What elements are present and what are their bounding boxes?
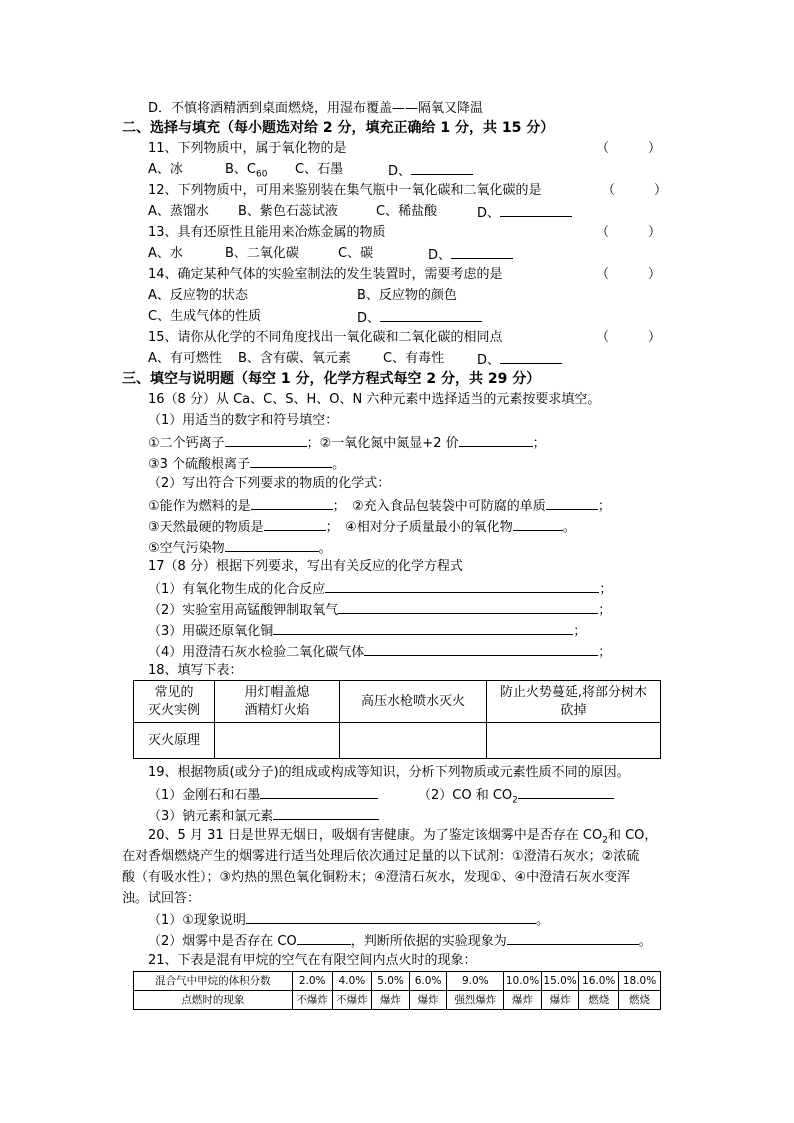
q19-blank-3[interactable] <box>273 806 379 820</box>
q16-blank-7[interactable] <box>513 517 563 531</box>
q17-blank-1[interactable] <box>325 579 599 593</box>
q11-blank[interactable] <box>411 161 473 175</box>
q11-option-b: B、$C_{60}$ <box>225 162 268 180</box>
q17-item-2: （2）实验室用高锰酸钾制取氧气 ； <box>148 600 611 620</box>
q20-line-2: 在对香烟燃烧产生的烟雾进行适当处理后依次通过足量的以下试剂：①澄清石灰水；②浓硫 <box>122 849 640 864</box>
q16-part1: （1）用适当的数字和符号填空： <box>148 413 339 428</box>
q19-part-a: （1）金刚石和石墨 <box>148 785 378 805</box>
q21-phenomenon: 爆炸 <box>372 991 410 1010</box>
q14-option-a: A、反应物的状态 <box>148 288 248 303</box>
q12-option-c: C、稀盐酸 <box>376 204 438 219</box>
q21-phenomenon: 燃烧 <box>619 991 661 1010</box>
q18-row-principle-label: 灭火原理 <box>134 723 215 759</box>
q11-answer-bracket: （ ） <box>596 141 662 156</box>
q18-cell-water-gun: 高压水枪喷水灭火 <box>340 681 487 723</box>
q15-option-d: D、 <box>477 350 562 370</box>
q21-phenomenon: 燃烧 <box>579 991 619 1010</box>
q21-row1-label: 混合气中甲烷的体积分数 <box>134 972 293 991</box>
q16-blank-8[interactable] <box>225 538 319 552</box>
q20-part-2: （2）烟雾中是否存在 CO ，判断所依据的实验现象为 。 <box>148 931 652 951</box>
q18-header-example: 常见的 灭火实例 <box>134 681 215 723</box>
q17-blank-2[interactable] <box>338 600 598 614</box>
q18-answer-2[interactable] <box>340 723 487 759</box>
q19-blank-1[interactable] <box>260 785 378 799</box>
q21-phenomenon: 强烈爆炸 <box>447 991 504 1010</box>
option-d-line: D．不慎将酒精洒到桌面燃烧，用湿布覆盖——隔氧又降温 <box>148 101 484 116</box>
q21-volume-fraction: 16.0% <box>579 972 619 991</box>
q16-blank-1[interactable] <box>225 433 307 447</box>
q16-blank-6[interactable] <box>264 517 326 531</box>
q21-volume-fraction: 15.0% <box>541 972 579 991</box>
q17-blank-3[interactable] <box>273 621 573 635</box>
q12-stem: 12、下列物质中，可用来鉴别装在集气瓶中一氧化碳和二氧化碳的是 <box>148 183 542 198</box>
q18-table <box>133 680 661 759</box>
q19-part-c: （3）钠元素和氯元素 <box>148 806 379 826</box>
q21-volume-fraction: 6.0% <box>409 972 447 991</box>
q15-blank[interactable] <box>500 350 562 364</box>
q21-phenomenon: 爆炸 <box>504 991 542 1010</box>
q20-blank-2[interactable] <box>297 931 351 945</box>
q12-blank[interactable] <box>500 203 572 217</box>
q21-table <box>133 971 661 1010</box>
q13-option-d: D、 <box>428 245 513 265</box>
q18-cell-lamp-cap: 用灯帽盖熄 酒精灯火焰 <box>215 681 340 723</box>
section-3-title: 三、填空与说明题（每空 1 分，化学方程式每空 2 分，共 29 分） <box>122 371 541 387</box>
q17-item-1: （1）有氧化物生成的化合反应 ； <box>148 579 612 599</box>
q21-volume-fraction: 4.0% <box>332 972 372 991</box>
q16-blank-2[interactable] <box>459 433 533 447</box>
q20-line-4: 浊。试回答： <box>122 891 201 906</box>
q15-answer-bracket: （ ） <box>596 330 662 345</box>
q21-volume-fraction: 18.0% <box>619 972 661 991</box>
q18-cell-cut-trees: 防止火势蔓延,将部分树木 砍掉 <box>487 681 661 723</box>
q15-option-a: A、有可燃性 <box>148 351 222 366</box>
q21-volume-fraction: 5.0% <box>372 972 410 991</box>
q14-stem: 14、确定某种气体的实验室制法的发生装置时，需要考虑的是 <box>148 267 503 282</box>
q15-option-c: C、有毒性 <box>383 351 445 366</box>
q16-part2-line3: ⑤空气污染物 。 <box>148 538 332 558</box>
q14-answer-bracket: （ ） <box>596 267 662 282</box>
q19-blank-2[interactable] <box>518 785 614 799</box>
q20-blank-1[interactable] <box>246 910 536 924</box>
q15-stem: 15、请你从化学的不同角度找出一氧化碳和二氧化碳的相同点 <box>148 330 503 345</box>
q13-answer-bracket: （ ） <box>596 225 662 240</box>
q18-stem: 18、填写下表： <box>148 663 243 678</box>
q14-option-c: C、生成气体的性质 <box>148 309 262 324</box>
q11-option-c: C、石墨 <box>295 162 344 177</box>
q16-part2-line1: ①能作为燃料的是 ； ②充入食品包装袋中可防腐的单质 ； <box>148 496 611 516</box>
q21-volume-fraction: 9.0% <box>447 972 504 991</box>
q20-part-1: （1）①现象说明 。 <box>148 910 549 930</box>
q16-blank-3[interactable] <box>250 454 332 468</box>
q17-item-4: （4）用澄清石灰水检验二氧化碳气体 ； <box>148 642 611 662</box>
q16-stem: 16（8 分）从 Ca、C、S、H、O、N 六种元素中选择适当的元素按要求填空。 <box>148 392 601 407</box>
q13-option-c: C、碳 <box>338 246 374 261</box>
q14-blank[interactable] <box>380 308 482 322</box>
q16-blank-5[interactable] <box>546 496 598 510</box>
q20-blank-3[interactable] <box>507 931 639 945</box>
q19-stem: 19、根据物质(或分子)的组成或构成等知识，分析下列物质或元素性质不同的原因。 <box>148 765 630 780</box>
q17-item-3: （3）用碳还原氧化铜 ； <box>148 621 586 641</box>
q14-option-d: D、 <box>357 308 482 328</box>
q19-part-b: （2）CO 和 $CO_2$ <box>418 785 614 805</box>
q21-phenomenon: 爆炸 <box>541 991 579 1010</box>
q21-row2-label: 点燃时的现象 <box>134 991 293 1010</box>
q13-blank[interactable] <box>451 245 513 259</box>
q13-stem: 13、具有还原性且能用来冶炼金属的物质 <box>148 225 386 240</box>
q15-option-b: B、含有碳、氧元素 <box>238 351 351 366</box>
q18-answer-1[interactable] <box>215 723 340 759</box>
q16-part2: （2）写出符合下列要求的物质的化学式： <box>148 476 391 491</box>
q17-blank-4[interactable] <box>364 642 598 656</box>
q18-answer-3[interactable] <box>487 723 661 759</box>
q16-part1-line2: ③3 个硫酸根离子 。 <box>148 454 345 474</box>
q12-option-d: D、 <box>477 203 572 223</box>
q11-stem: 11、下列物质中，属于氧化物的是 <box>148 141 347 156</box>
q11-option-d: D、 <box>388 161 473 181</box>
q21-phenomenon: 不爆炸 <box>292 991 332 1010</box>
q21-phenomenon: 不爆炸 <box>332 991 372 1010</box>
q21-phenomenon: 爆炸 <box>409 991 447 1010</box>
q16-part2-line2: ③天然最硬的物质是 ； ④相对分子质量最小的氧化物 。 <box>148 517 576 537</box>
q21-volume-fraction: 10.0% <box>504 972 542 991</box>
q11-option-a: A、冰 <box>148 162 183 177</box>
q21-stem: 21、下表是混有甲烷的空气在有限空间内点火时的现象： <box>148 953 477 968</box>
section-2-title: 二、选择与填充（每小题选对给 2 分，填充正确给 1 分，共 15 分） <box>122 120 555 136</box>
q13-option-a: A、水 <box>148 246 183 261</box>
q21-volume-fraction: 2.0% <box>292 972 332 991</box>
q16-blank-4[interactable] <box>251 496 333 510</box>
q17-stem: 17（8 分）根据下列要求，写出有关反应的化学方程式 <box>148 559 463 574</box>
q20-line-3: 酸（有吸水性）；③灼热的黑色氧化铜粉末；④澄清石灰水，发现①、④中澄清石灰水变浑 <box>122 870 631 885</box>
q12-answer-bracket: （ ） <box>602 183 668 198</box>
q16-part1-line1: ①二个钙离子 ；②一氧化氮中氮显+2 价 ； <box>148 433 546 453</box>
q20-line-1: 20、5 月 31 日是世界无烟日，吸烟有害健康。为了鉴定该烟雾中是否存在 $CO_2$和 CO， <box>148 828 658 846</box>
q12-option-a: A、蒸馏水 <box>148 204 209 219</box>
q14-option-b: B、反应物的颜色 <box>357 288 457 303</box>
q12-option-b: B、紫色石蕊试液 <box>238 204 338 219</box>
q13-option-b: B、二氧化碳 <box>225 246 299 261</box>
